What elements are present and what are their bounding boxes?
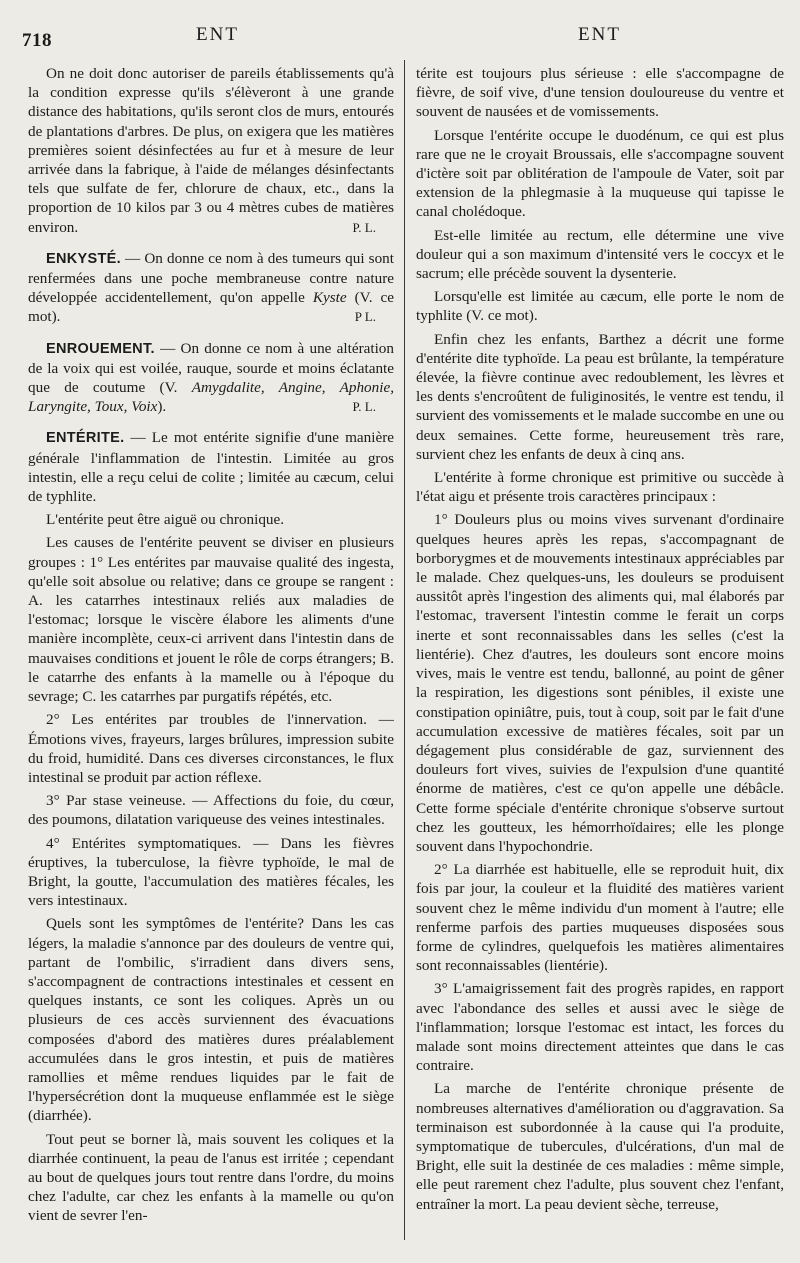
left-column [28,64,394,1230]
paragraph: 2° La diarrhée est habituelle, elle se reproduit huit, dix fois par jour, la couleur et la fluidité des matières varient souvent chez le même individu d'un moment à l'autre; elle renferme parfois des parties muqueuses disposées sous forme de cylindres, quelquefois les matières alimentaires sont reconnaissables (lientérie). [416,861,784,975]
paragraph: 1° Douleurs plus ou moins vives survenant d'ordinaire quelques heures après les repas, s'accompagnant de borborygmes et de mouvements intestinaux appréciables par le malade. Chez quelques-uns, les douleurs se produisent aussitôt après l'ingestion des aliments qui, mal élaborés par l'estomac, traversent l'intestin comme le ferait un corps inerte et sont reconnaissables dans les selles (c'est la lientérie). Chez d'autres, les douleurs sont encore moins vives, mais le ventre est tendu, ballonné, au point de gêner la respiration, les digestions sont pénibles, il existe une constipation opiniâtre, puis, tout à coup, soit par le fait d'une accumulation excessive de matières fécales, soit par un dégagement plus considérable de gaz, surviennent des douleurs fort vives, suivies de l'expulsion d'une quantité énorme de matières, c'est ce qu'on appelle une débâcle. Cette forme spéciale d'entérite chronique s'observe surtout chez les goutteux, les hémorrhoïdaires; elle les plonge souvent dans l'hypochondrie. [416,511,784,855]
paragraph: Tout peut se borner là, mais souvent les coliques et la diarrhée continuent, la peau de l'anus est irritée ; cependant au bout de quelques jours tout rentre dans l'ordre, du moins chez l'adulte, car chez les enfants à la mamelle ou qu'on vient de sevrer l'en- [28,1130,394,1225]
column-divider [404,60,405,1240]
paragraph: 3° Par stase veineuse. — Affections du foie, du cœur, des poumons, dilatation variqueuse des veines intestinales. [28,792,394,829]
paragraph: térite est toujours plus sérieuse : elle s'accompagne de fièvre, de soif vive, d'une tension douloureuse du ventre et souvent de nausées et de vomissements. [416,65,784,121]
right-column [416,64,784,1218]
author-signature: P. L. [352,219,376,235]
paragraph: Enfin chez les enfants, Barthez a décrit une forme d'entérite dite typhoïde. La peau est brûlante, la température élevée, la fièvre continue avec redoublement, les lèvres et les dents s'encroûtent de fuliginosités, le ventre est tendu, il survient des vomissements et le malade succombe en une ou deux semaines. Cette forme, heureusement très rare, survient chez les enfants de deux à cinq ans. [416,330,784,463]
entry-enrouement: ENROUEMENT. — On donne ce nom à une altération de la voix qui est voilée, rauque, sourde et moins éclatante que de coutume (V. Amygdalite, Angine, Aphonie, Laryngite, Toux, Voix). P. L. [28,339,394,416]
entry-term: ENROUEMENT. [46,340,155,357]
entry-enkyste: ENKYSTÉ. — On donne ce nom à des tumeurs qui sont renfermées dans une poche membraneuse contre nature développée accidentellement, qu'on appelle Kyste (V. ce mot). P L. [28,249,394,326]
page-number: 718 [22,30,52,51]
paragraph-etablissements: On ne doit donc autoriser de pareils établissements qu'à la condition expresse qu'ils s'élèveront à une grande distance des habitations, qu'ils seront clos de murs, entourés de plantations d'arbres. De plus, on exigera que les matières premières soient désinfectées au fur et à mesure de leur arrivée dans la fabrique, à l'aide de mélanges désinfectants tels que sulfate de fer, chlorure de chaux, etc., dans la proportion de 10 kilos par 3 ou 4 mètres cubes de matières environ. P. L. [28,65,394,236]
author-signature: P L. [354,309,376,325]
paragraph: Est-elle limitée au rectum, elle détermine une vive douleur qui a son maximum d'intensité vers le coccyx et le sacrum; elle précède souvent la dysenterie. [416,226,784,283]
running-head-left: ENT [196,24,239,45]
paragraph: 3° L'amaigrissement fait des progrès rapides, en rapport avec l'abondance des selles et aussi avec le siège de l'inflammation; lorsque l'estomac est intact, les forces du malade sont moins directement atteintes que dans le cas contraire. [416,980,784,1075]
paragraph: 4° Entérites symptomatiques. — Dans les fièvres éruptives, la tuberculose, la fièvre typhoïde, le mal de Bright, la goutte, l'accumulation des matières fécales, les vers intestinaux. [28,834,394,910]
paragraph: 2° Les entérites par troubles de l'innervation. — Émotions vives, frayeurs, larges brûlures, impression subite du froid, humidité. Dans ces diverses circonstances, le flux intestinal se produit par action réflexe. [28,711,394,786]
paragraph: Quels sont les symptômes de l'entérite? Dans les cas légers, la maladie s'annonce par des douleurs de ventre qui, partant de l'ombilic, s'irradient dans divers sens, s'accompagnent de contractions intestinales et cessent en quelques instants, ce sont les coliques. Après un ou plusieurs de ces accès surviennent des évacuations composées d'abord des matières dures préalablement accumulées dans le gros intestin, et puis de matières ramollies et même rendues liquides par le fait de l'hypersécrétion dont la muqueuse enflammée est le siège (diarrhée). [28,915,394,1125]
paragraph: Lorsqu'elle est limitée au cæcum, elle porte le nom de typhlite (V. ce mot). [416,288,784,325]
paragraph: Lorsque l'entérite occupe le duodénum, ce qui est plus rare que ne le croyait Broussais, elle s'accompagne souvent d'ictère soit par oblitération de l'ampoule de Vater, soit par extension de la phlegmasie à la muqueuse qui tapisse le canal cholédoque. [416,126,784,221]
paragraph: Les causes de l'entérite peuvent se diviser en plusieurs groupes : 1° Les entérites par mauvaise qualité des ingesta, qu'elle soit absolue ou relative; dans ce groupe se rangent : A. les catarrhes intestinaux reliés aux maladies de l'estomac; lorsque le viscère élabore les aliments d'une manière incomplète, ceux-ci arrivent dans l'intestin dans de mauvaises conditions et jouent le rôle de corps étrangers; B. le catarrhe des enfants à la mamelle ou à l'époque du sevrage; C. les catarrhes par purgatifs répétés, etc. [28,534,394,706]
entry-term: ENKYSTÉ. [46,250,121,267]
paragraph: L'entérite peut être aiguë ou chronique. [46,511,285,529]
running-head-right: ENT [578,24,621,45]
paragraph: L'entérite à forme chronique est primitive ou succède à l'état aigu et présente trois caractères principaux : [416,469,784,506]
author-signature: P. L. [352,399,376,415]
entry-term: ENTÉRITE. [46,430,125,447]
paragraph: La marche de l'entérite chronique présente de nombreuses alternatives d'amélioration ou d'aggravation. Sa terminaison est subordonnée à la cause qui l'a produite, symptomatique de tubercules, d'ulcérations, d'un mal de Bright, elle suit la destinée de ces maladies : même simple, elle peut rarement chez l'adulte, plus souvent chez l'enfant, entraîner la mort. La peau devient sèche, terreuse, [416,1080,784,1213]
entry-enterite: ENTÉRITE. — Le mot entérite signifie d'une manière générale l'inflammation de l'intestin. Limitée au gros intestin, elle a reçu celui de colite ; limitée au cæcum, celui de typhlite. [28,429,394,506]
